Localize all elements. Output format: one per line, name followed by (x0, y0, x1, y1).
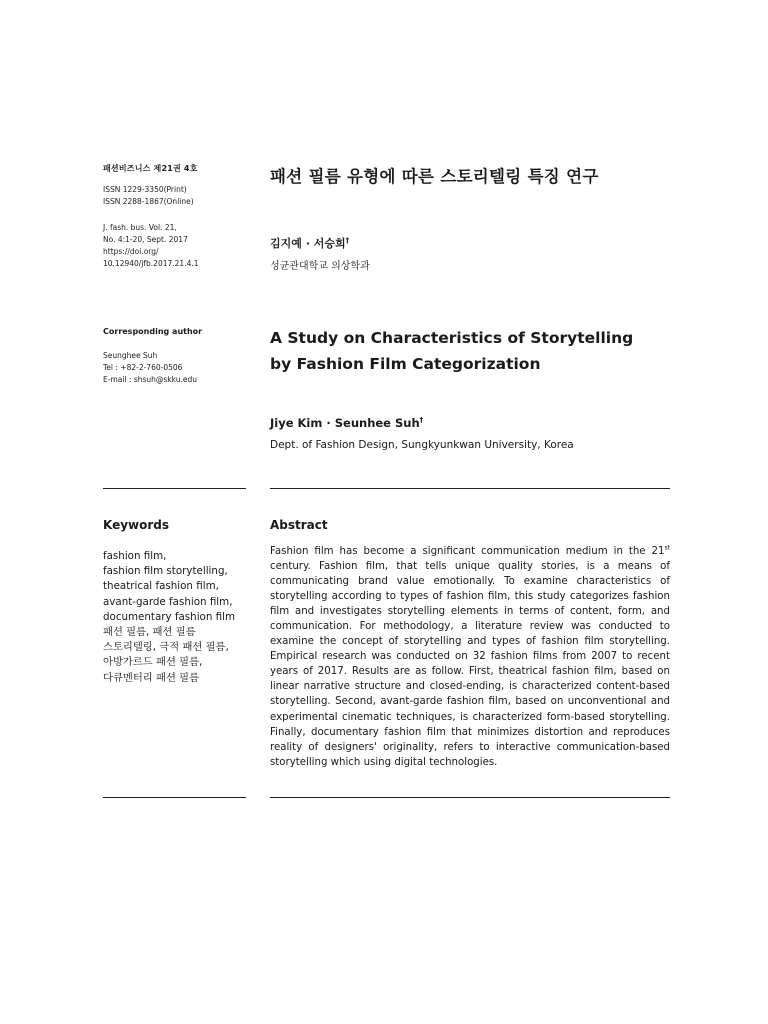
abstract-text-rest: century. Fashion film, that tells unique quality stories, is a means of communicating brand value emotionally. To examine characteristics of storytelling according to types of fashion film, this study categorizes fashion film and investigates storytelling elements in terms of content, form, and communication. For methodology, a literature review was conducted to examine the concept of storytelling and types of fashion film storytelling. Empirical research was conducted on 32 fashion films from 2007 to recent years of 2017. Results are as follow. First, theatrical fashion film, based on linear narrative structure and closed-ending, is characterized content-based storytelling. Second, avant-garde fashion film, based on unconventional and experimental cinematic techniques, is characterized form-based storytelling. Finally, documentary fashion film that minimizes distortion and reproduces reality of designers' originality, refers to interactive communication-based storytelling which using digital technologies. (270, 561, 670, 768)
right-divider-bottom (270, 797, 670, 798)
keywords-heading: Keywords (103, 518, 170, 532)
doi-prefix[interactable]: https://doi.org/ (103, 247, 159, 256)
right-divider-top (270, 488, 670, 489)
korean-corresponding-mark: † (345, 236, 350, 245)
keywords-list (103, 549, 253, 686)
corresponding-author-title: Corresponding author (103, 327, 203, 336)
left-divider-top (103, 488, 246, 489)
keyword-item: documentary fashion film (103, 610, 236, 623)
corresponding-author-email[interactable]: E-mail : shsuh@skku.edu (103, 375, 198, 384)
abstract-text-start: Fashion film has become a significant communication medium in the 21 (270, 546, 665, 557)
korean-affiliation: 성균관대학교 의상학과 (270, 261, 370, 272)
korean-title: 패션 필름 유형에 따른 스토리텔링 특징 연구 (270, 167, 599, 186)
citation-issue: No. 4:1-20, Sept. 2017 (103, 235, 188, 244)
english-title (270, 325, 633, 377)
keyword-item: fashion film storytelling, (103, 565, 228, 578)
keyword-item: fashion film, (103, 550, 167, 562)
english-affiliation: Dept. of Fashion Design, Sungkyunkwan University, Korea (270, 439, 574, 451)
corresponding-author-name: Seunghee Suh (103, 351, 158, 360)
abstract-heading: Abstract (270, 518, 328, 532)
keyword-item: 다큐멘터리 패션 필름 (103, 671, 200, 684)
issn-print: ISSN 1229-3350(Print) (103, 185, 187, 194)
corresponding-author-block (103, 350, 197, 386)
journal-name: 패션비즈니스 제21권 4호 (103, 164, 198, 173)
keyword-item: avant-garde fashion film, (103, 595, 233, 608)
english-corresponding-mark: † (419, 416, 424, 425)
abstract-body (270, 544, 670, 770)
english-authors-names: Jiye Kim · Seunhee Suh (270, 416, 420, 430)
korean-authors-names: 김지예 · 서승희 (270, 237, 346, 250)
keyword-item: theatrical fashion film, (103, 580, 219, 593)
citation-block (103, 222, 199, 270)
corresponding-author-tel: Tel : +82-2-760-0506 (103, 363, 183, 372)
keyword-item: 패션 필름, 패션 필름 (103, 626, 196, 639)
keyword-item: 아방가르드 패션 필름, (103, 656, 203, 669)
issn-block (103, 184, 194, 208)
english-title-line-2: by Fashion Film Categorization (270, 355, 541, 373)
english-title-line-1: A Study on Characteristics of Storytelling (270, 329, 634, 347)
citation-volume: J. fash. bus. Vol. 21, (103, 223, 177, 232)
english-authors (270, 416, 423, 430)
left-divider-bottom (103, 797, 246, 798)
keyword-item: 스토리텔링, 극적 패션 필름, (103, 641, 229, 654)
issn-online: ISSN 2288-1867(Online) (103, 197, 194, 206)
abstract-ordinal-suffix: st (664, 544, 670, 552)
doi-suffix[interactable]: 10.12940/jfb.2017.21.4.1 (103, 259, 199, 268)
korean-authors (270, 235, 349, 251)
